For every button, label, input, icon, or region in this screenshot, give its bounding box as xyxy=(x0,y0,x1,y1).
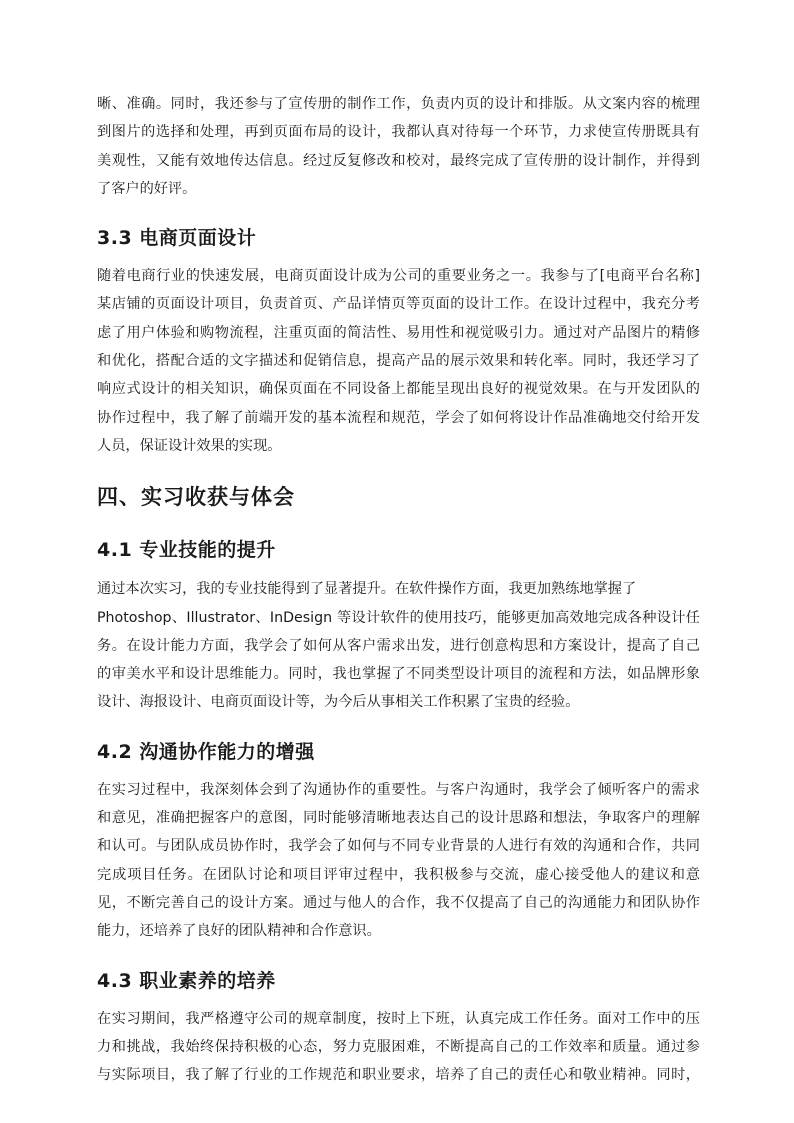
text-line: 与实际项目，我了解了行业的工作规范和职业要求，培养了自己的责任心和敬业精神。同时， xyxy=(97,1067,700,1084)
heading-4-3-professional-ethics: 4.3 职业素养的培养 xyxy=(97,969,276,992)
text-line: 和意见，准确把握客户的意图，同时能够清晰地表达自己的设计思路和想法，争取客户的理解 xyxy=(97,810,700,827)
heading-4-2-communication: 4.2 沟通协作能力的增强 xyxy=(97,740,315,763)
text-line: 了客户的好评。 xyxy=(97,180,197,197)
text-line: 某店铺的页面设计项目，负责首页、产品详情页等页面的设计工作。在设计过程中，我充分考 xyxy=(97,296,700,313)
text-line: 完成项目任务。在团队讨论和项目评审过程中，我积极参与交流，虚心接受他人的建议和意 xyxy=(97,866,700,883)
text-line: 协作过程中，我了解了前端开发的基本流程和规范，学会了如何将设计作品准确地交付给开发 xyxy=(97,409,700,426)
text-line: 虑了用户体验和购物流程，注重页面的简洁性、易用性和视觉吸引力。通过对产品图片的精修 xyxy=(97,324,700,341)
text-line: 响应式设计的相关知识，确保页面在不同设备上都能呈现出良好的视觉效果。在与开发团队的 xyxy=(97,381,700,398)
text-line: 的审美水平和设计思维能力。同时，我也掌握了不同类型设计项目的流程和方法，如品牌形象 xyxy=(97,666,700,683)
text-line: 能力，还培养了良好的团队精神和合作意识。 xyxy=(97,923,381,940)
text-line: 人员，保证设计效果的实现。 xyxy=(97,437,282,454)
text-line: 务。在设计能力方面，我学会了如何从客户需求出发，进行创意构思和方案设计，提高了自己 xyxy=(97,637,700,654)
text-line: 和认可。与团队成员协作时，我学会了如何与不同专业背景的人进行有效的沟通和合作，共同 xyxy=(97,838,700,855)
text-line: 和优化，搭配合适的文字描述和促销信息，提高产品的展示效果和转化率。同时，我还学习了 xyxy=(97,353,700,370)
text-line: 到图片的选择和处理，再到页面布局的设计，我都认真对待每一个环节，力求使宣传册既具有 xyxy=(97,124,700,141)
text-line: 设计、海报设计、电商页面设计等，为今后从事相关工作积累了宝贵的经验。 xyxy=(97,694,580,711)
document-page xyxy=(97,90,700,1089)
paragraph-ecommerce-design xyxy=(97,262,700,460)
text-line: Photoshop、Illustrator、InDesign 等设计软件的使用技巧，能够更加高效地完成各种设计任 xyxy=(97,609,700,626)
text-line: 见，不断完善自己的设计方案。通过与他人的合作，我不仅提高了自己的沟通能力和团队协作 xyxy=(97,894,700,911)
text-line: 在实习过程中，我深刻体会到了沟通协作的重要性。与客户沟通时，我学会了倾听客户的需求 xyxy=(97,781,700,798)
text-line: 晰、准确。同时，我还参与了宣传册的制作工作，负责内页的设计和排版。从文案内容的梳理 xyxy=(97,96,700,112)
text-line: 通过本次实习，我的专业技能得到了显著提升。在软件操作方面，我更加熟练地掌握了 xyxy=(97,581,637,598)
heading-4-gains-and-reflections: 四、实习收获与体会 xyxy=(97,485,295,510)
heading-4-1-professional-skills: 4.1 专业技能的提升 xyxy=(97,539,276,562)
paragraph-professional-ethics xyxy=(97,1005,700,1090)
heading-3-3-ecommerce-design: 3.3 电商页面设计 xyxy=(97,227,257,250)
paragraph-brochure-continuation xyxy=(97,90,700,203)
paragraph-communication xyxy=(97,776,700,946)
text-line: 力和挑战，我始终保持积极的心态，努力克服困难，不断提高自己的工作效率和质量。通过参 xyxy=(97,1038,700,1055)
text-line: 美观性，又能有效地传达信息。经过反复修改和校对，最终完成了宣传册的设计制作，并得到 xyxy=(97,152,700,169)
paragraph-professional-skills xyxy=(97,575,700,716)
text-line: 随着电商行业的快速发展，电商页面设计成为公司的重要业务之一。我参与了[电商平台名称] xyxy=(97,268,700,285)
text-line: 在实习期间，我严格遵守公司的规章制度，按时上下班，认真完成工作任务。面对工作中的压 xyxy=(97,1010,700,1027)
